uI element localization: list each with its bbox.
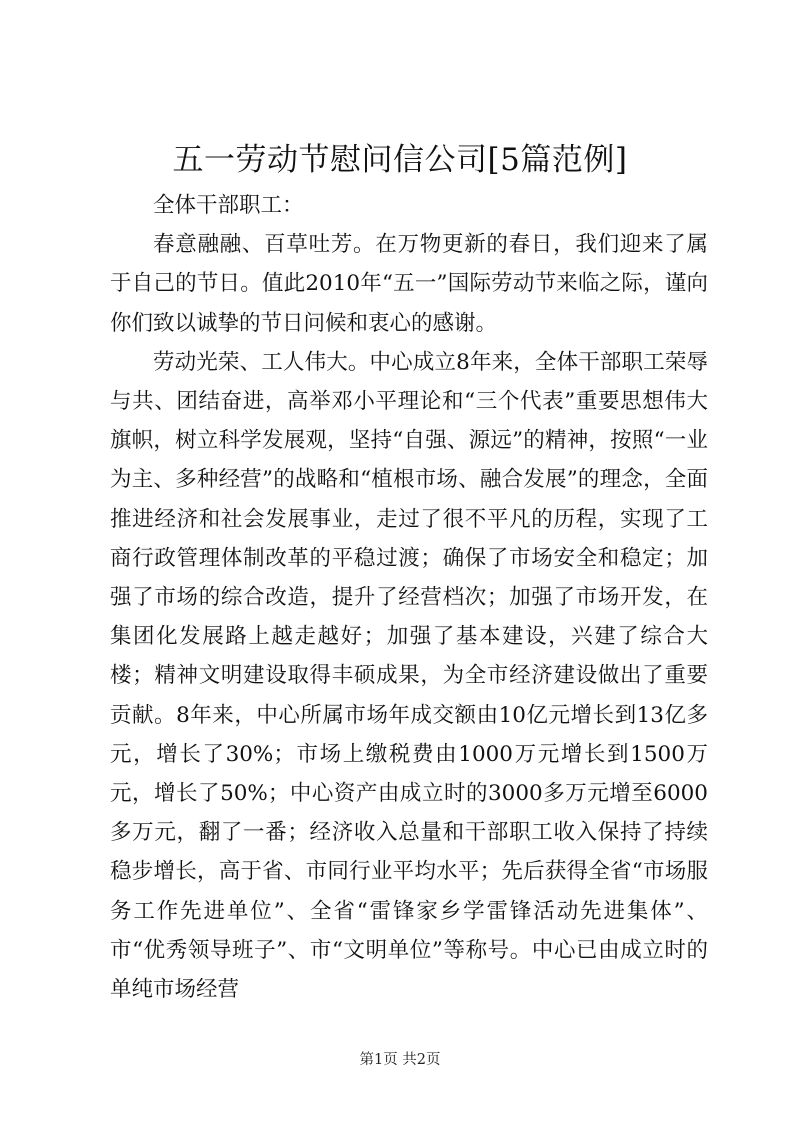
salutation: 全体干部职工：	[153, 193, 304, 218]
page-footer	[0, 1050, 800, 1070]
paragraph-achievements: 劳动光荣、工人伟大。中心成立8年来，全体干部职工荣辱与共、团结奋进，高举邓小平理论和“三个代表”重要思想伟大旗帜，树立科学发展观，坚持“自强、源远”的精神，按照“一业为主、多种经营”的战略和“植根市场、融合发展”的理念，全面推进经济和社会发展事业，走过了很不平凡的历程，实现了工商行政管理体制改革的平稳过渡；确保了市场安全和稳定；加强了市场的综合改造，提升了经营档次；加强了市场开发，在集团化发展路上越走越好；加强了基本建设，兴建了综合大楼；精神文明建设取得丰硕成果，为全市经济建设做出了重要贡献。8年来，中心所属市场年成交额由10亿元增长到13亿多元，增长了30%；市场上缴税费由1000万元增长到1500万元，增长了50%；中心资产由成立时的3000多万元增至6000多万元，翻了一番；经济收入总量和干部职工收入保持了持续稳步增长，高于省、市同行业平均水平；先后获得全省“市场服务工作先进单位”、全省“雷锋家乡学雷锋活动先进集体”、市“优秀领导班子”、市“文明单位”等称号。中心已由成立时的单纯市场经营	[110, 349, 708, 1003]
paragraph-greeting: 春意融融、百草吐芳。在万物更新的春日，我们迎来了属于自己的节日。值此2010年“五一”国际劳动节来临之际，谨向你们致以诚挚的节日问候和衷心的感谢。	[110, 232, 708, 336]
page-number: 第1页 共2页	[359, 1052, 441, 1068]
document-body	[110, 186, 708, 1009]
document-title: 五一劳动节慰问信公司[5篇范例]	[172, 142, 628, 178]
